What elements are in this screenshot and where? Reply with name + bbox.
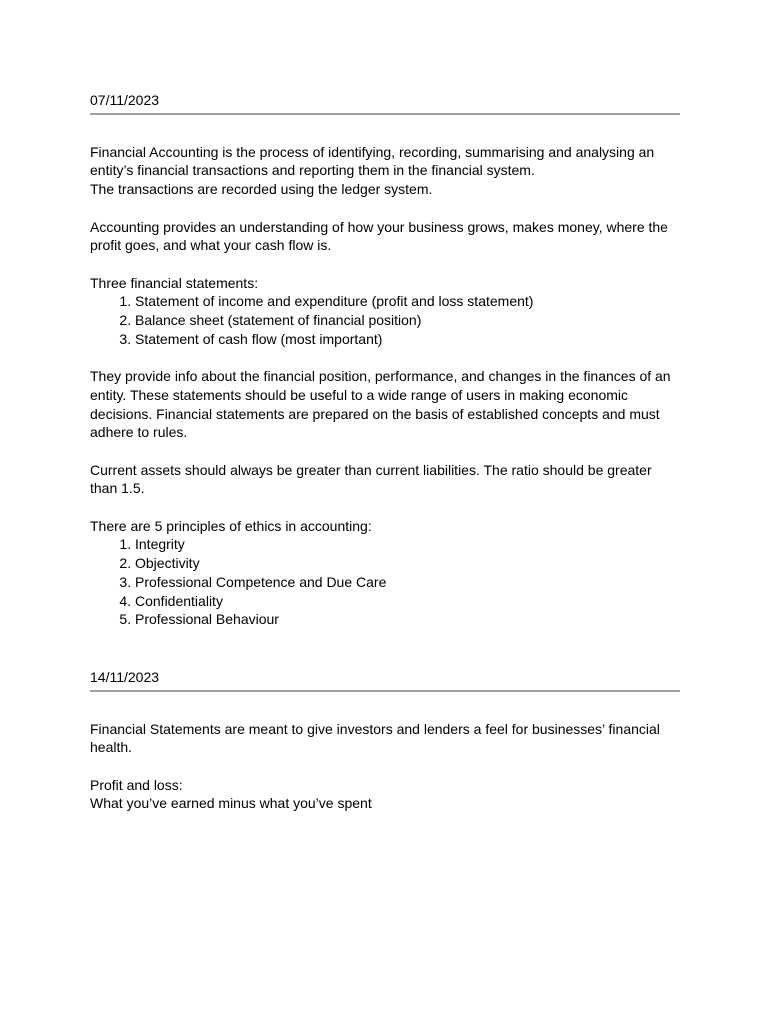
paragraph: Accounting provides an understanding of how your business grows, makes money, where the profit goes, and what your cash flow is.	[90, 218, 668, 254]
list-item: 3. Professional Competence and Due Care	[135, 573, 680, 592]
paragraph: What you’ve earned minus what you’ve spent	[90, 795, 372, 812]
section-2023-11-07	[90, 91, 680, 629]
paragraph: Financial Statements are meant to give investors and lenders a feel for businesses’ financial health.	[90, 720, 660, 756]
paragraph: The transactions are recorded using the ledger system.	[90, 181, 433, 198]
paragraph: Three financial statements:	[90, 274, 259, 291]
paragraph: There are 5 principles of ethics in accounting:	[90, 517, 372, 534]
section-2023-11-14	[90, 668, 680, 813]
list-item: 1. Integrity	[135, 535, 680, 554]
section-date: 14/11/2023	[90, 668, 160, 685]
paragraph: Current assets should always be greater than current liabilities. The ratio should be greater than 1.5.	[90, 461, 652, 497]
list-item: 1. Statement of income and expenditure (profit and loss statement)	[135, 292, 680, 311]
list-item: 2. Objectivity	[135, 554, 680, 573]
document-content	[90, 91, 680, 813]
list-item: 2. Balance sheet (statement of financial position)	[135, 311, 680, 330]
paragraph: Profit and loss:	[90, 776, 183, 793]
ethics-principles-list	[90, 535, 680, 629]
list-item: 3. Statement of cash flow (most important)	[135, 330, 680, 349]
financial-statements-list	[90, 292, 680, 348]
list-item: 5. Professional Behaviour	[135, 610, 680, 629]
section-date: 07/11/2023	[90, 92, 160, 108]
paragraph: Financial Accounting is the process of identifying, recording, summarising and analysing an entity’s financial transactions and reporting them in the financial system.	[90, 143, 655, 179]
paragraph: They provide info about the financial position, performance, and changes in the finances of an entity. These statements should be useful to a wide range of users in making economic decisions. Financial statements are prepared on the basis of established concepts and must adhere to rules.	[90, 368, 671, 441]
list-item: 4. Confidentiality	[135, 592, 680, 611]
